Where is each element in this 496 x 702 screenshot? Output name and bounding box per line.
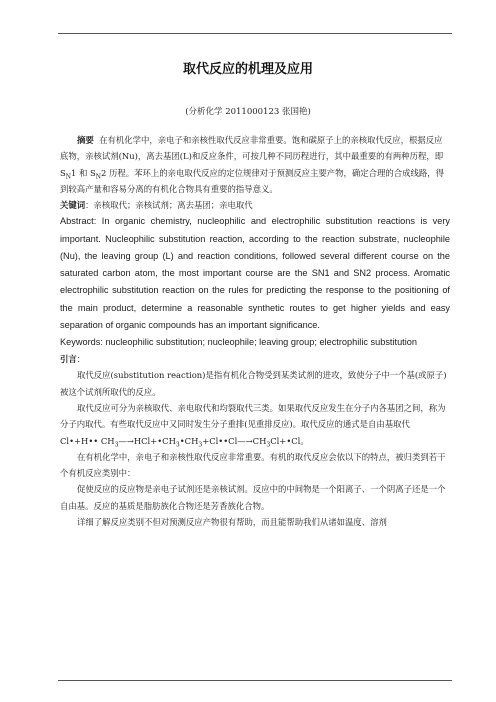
intro-paragraph-1: 取代反应(substitution reaction)是指有机化合物受到某类试剂的进攻，致使分子中一个基(或原子)被这个试剂所取代的反应。 [60,370,447,397]
paper-body [60,132,450,530]
intro-p2-a: 取代反应可分为亲核取代、亲电取代和均裂取代三类。如果取代反应发生在分子内各基团之间，称为分子内取代。有些取代反应中又同时发生分子重排(见重排反应)。取代反应的通式是自由基取代 Cl•+H•• CH [60,403,446,446]
intro-heading [60,351,450,367]
subscript-3-4: 3 [266,441,271,449]
subscript-3-1: 3 [114,441,119,449]
abstract-cn-label: 摘要 [77,135,94,145]
intro-p2-c: •CH [179,435,199,446]
subscript-n-1: N [65,173,71,181]
keywords-cn [60,197,450,213]
author-line: (分析化学 2011000123 张国艳) [185,107,311,117]
subscript-3-3: 3 [198,441,203,449]
intro-paragraph-2 [60,400,450,449]
subscript-n-2: N [95,173,102,181]
abstract-cn-text-1: 在有机化学中，亲电子和亲核性取代反应非常重要。饱和碳原子上的亲核取代反应，根据反应底物，亲核试剂(Nu)，离去基团(L)和反应条件，可按几种不同历程进行，其中最重要的有两种历程，即 S [60,135,444,178]
intro-colon: ： [76,354,86,365]
keywords-en: Keywords: nucleophilic substitution; nucleophile; leaving group; electrophilic substitution [60,336,417,347]
intro-label: 引言 [60,354,77,365]
header-rule [58,33,452,34]
keywords-cn-label: 关键词 [60,200,86,211]
abstract-cn-text-3: 2 历程。苯环上的亲电取代反应的定位规律对于预测反应主要产物，确定合理的合成线路，得到较高产量和容易分离的有机化合物具有重要的指导意义。 [60,167,445,194]
paper-title: 取代反应的机理及应用 [182,62,313,77]
abstract-cn [60,132,450,197]
intro-paragraph-3: 在有机化学中，亲电子和亲核性取代反应非常重要。有机的取代反应会依以下的特点，被归类到若干个有机反应类别中： [60,451,446,479]
intro-paragraph-5: 详细了解反应类别不但对预测反应产物很有帮助，而且能帮助我们从诸如温度、溶剂 [77,517,387,528]
subscript-3-2: 3 [175,441,180,449]
intro-p2-e: Cl+•Cl。 [270,435,309,446]
intro-p2-d: +Cl••Cl—→CH [202,435,267,446]
intro-p2-b: —→HCl+•CH [118,435,176,446]
footer-rule [58,680,452,681]
intro-paragraph-4: 促使反应的反应物是亲电子试剂还是亲核试剂。反应中的中间物是一个阳离子、一个阴离子还是一个自由基。反应的基质是脂肪族化合物还是芳香族化合物。 [60,484,446,511]
abstract-en: Abstract: In organic chemistry, nucleophilic and electrophilic substitution reactions is very important. Nucleophilic substitution reaction, according to the reaction substrate, nucleophile (Nu), the leaving group (L) and reaction conditions, followed several different course on the saturated carbon atom, the most important course are the SN1 and SN2 process. Aromatic electrophilic substitution reaction on the rules for predicting the response to the positioning of the main product, determine a reasonable synthetic routes to get higher yields and easy separation of organic compounds has an important significance. [60,216,450,330]
abstract-cn-text-2: 1 和 S [71,167,96,178]
keywords-cn-text: ：亲核取代；亲核试剂；离去基团；亲电取代 [85,200,253,211]
